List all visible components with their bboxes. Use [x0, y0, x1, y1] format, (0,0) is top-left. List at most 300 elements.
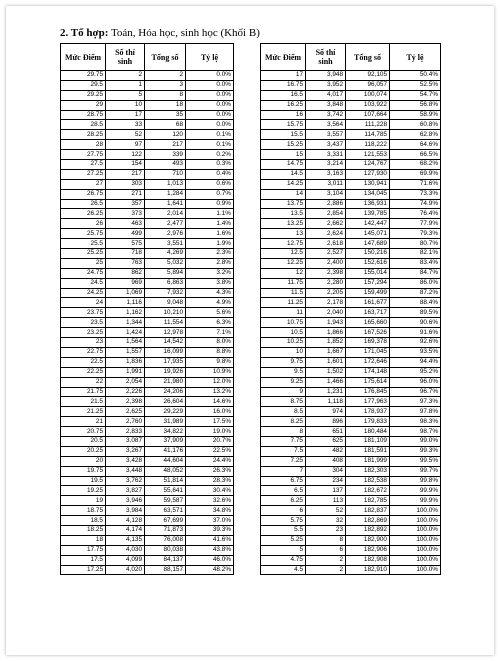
cell-ty-le: 4.9% [186, 298, 234, 308]
cell-tong-so: 172,646 [346, 357, 390, 367]
cell-tong-so: 127,930 [346, 169, 390, 179]
cell-so-thi-sinh: 357 [106, 199, 145, 209]
cell-muc-diem: 28.5 [61, 120, 106, 130]
cell-tong-so: 181,591 [346, 446, 390, 456]
cell-so-thi-sinh: 6 [306, 545, 346, 555]
cell-ty-le: 0.1% [186, 140, 234, 150]
cell-tong-so: 139,785 [346, 209, 390, 219]
cell-tong-so: 177,963 [346, 397, 390, 407]
cell-tong-so: 2,477 [145, 219, 186, 229]
cell-tong-so: 9,048 [145, 298, 186, 308]
table-row [61, 466, 234, 476]
cell-ty-le: 0.0% [186, 80, 234, 90]
cell-tong-so: 182,869 [346, 516, 390, 526]
cell-so-thi-sinh: 1,564 [106, 338, 145, 348]
cell-muc-diem: 14 [261, 189, 306, 199]
cell-tong-so: 48,052 [145, 466, 186, 476]
cell-so-thi-sinh: 1,866 [306, 328, 346, 338]
cell-muc-diem: 23.25 [61, 328, 106, 338]
cell-ty-le: 64.6% [390, 140, 441, 150]
cell-so-thi-sinh: 2,760 [106, 417, 145, 427]
cell-tong-so: 80,038 [145, 545, 186, 555]
cell-so-thi-sinh: 113 [306, 496, 346, 506]
cell-ty-le: 99.0% [390, 436, 441, 446]
header-ty-le: Tỷ lệ [186, 44, 234, 71]
table-row [61, 555, 234, 565]
cell-so-thi-sinh: 1,852 [306, 338, 346, 348]
cell-so-thi-sinh: 137 [306, 486, 346, 496]
cell-tong-so: 96,057 [346, 80, 390, 90]
cell-muc-diem: 29.5 [61, 80, 106, 90]
cell-so-thi-sinh: 3,564 [306, 120, 346, 130]
cell-ty-le: 100.0% [390, 516, 441, 526]
cell-tong-so: 16,099 [145, 347, 186, 357]
table-row [261, 160, 441, 170]
table-row [61, 179, 234, 189]
cell-tong-so: 159,499 [346, 288, 390, 298]
table-row [61, 436, 234, 446]
cell-tong-so: 182,906 [346, 545, 390, 555]
cell-so-thi-sinh: 1,118 [306, 397, 346, 407]
cell-tong-so: 167,526 [346, 328, 390, 338]
cell-ty-le: 3.8% [186, 278, 234, 288]
cell-ty-le: 100.0% [390, 545, 441, 555]
table-row [61, 249, 234, 259]
cell-muc-diem: 5 [261, 545, 306, 555]
cell-ty-le: 30.4% [186, 486, 234, 496]
cell-so-thi-sinh: 97 [106, 140, 145, 150]
table-row [61, 239, 234, 249]
cell-muc-diem: 17.75 [61, 545, 106, 555]
table-row [61, 219, 234, 229]
header-so-thi-sinh: Số thí sinh [106, 44, 145, 71]
cell-tong-so: 181,109 [346, 436, 390, 446]
table-row [261, 565, 441, 575]
cell-tong-so: 182,538 [346, 476, 390, 486]
cell-ty-le: 60.8% [390, 120, 441, 130]
cell-ty-le: 43.8% [186, 545, 234, 555]
cell-ty-le: 0.0% [186, 71, 234, 81]
cell-tong-so: 121,553 [346, 150, 390, 160]
cell-so-thi-sinh: 2,618 [306, 239, 346, 249]
cell-muc-diem: 25.5 [61, 239, 106, 249]
cell-muc-diem: 25 [61, 258, 106, 268]
cell-tong-so: 176,845 [346, 387, 390, 397]
table-row [61, 446, 234, 456]
table-row [61, 525, 234, 535]
table-row [261, 239, 441, 249]
cell-ty-le: 52.5% [390, 80, 441, 90]
cell-tong-so: 155,014 [346, 268, 390, 278]
cell-so-thi-sinh: 2,178 [306, 298, 346, 308]
table-row [61, 318, 234, 328]
table-row [261, 120, 441, 130]
cell-ty-le: 58.9% [390, 110, 441, 120]
cell-tong-so: 182,303 [346, 466, 390, 476]
cell-so-thi-sinh: 463 [106, 219, 145, 229]
cell-ty-le: 92.6% [390, 338, 441, 348]
table-row [261, 328, 441, 338]
cell-ty-le: 93.5% [390, 347, 441, 357]
table-row [61, 486, 234, 496]
cell-ty-le: 99.5% [390, 456, 441, 466]
table-row [261, 308, 441, 318]
cell-ty-le: 14.6% [186, 397, 234, 407]
table-row [261, 555, 441, 565]
cell-tong-so: 182,900 [346, 535, 390, 545]
table-row [261, 427, 441, 437]
table-row [61, 189, 234, 199]
cell-so-thi-sinh: 2,854 [306, 209, 346, 219]
cell-so-thi-sinh: 234 [306, 476, 346, 486]
cell-tong-so: 26,604 [145, 397, 186, 407]
cell-so-thi-sinh: 4,128 [106, 516, 145, 526]
cell-muc-diem: 21.25 [61, 407, 106, 417]
cell-so-thi-sinh: 625 [306, 436, 346, 446]
table-row [61, 377, 234, 387]
section-title [60, 27, 260, 39]
table-row [61, 565, 234, 575]
table-row [61, 347, 234, 357]
cell-so-thi-sinh: 4,135 [106, 535, 145, 545]
cell-so-thi-sinh: 3,762 [106, 476, 145, 486]
cell-muc-diem: 11 [261, 308, 306, 318]
table-row [261, 387, 441, 397]
cell-tong-so: 1,641 [145, 199, 186, 209]
cell-so-thi-sinh: 1,069 [106, 288, 145, 298]
cell-so-thi-sinh: 304 [306, 466, 346, 476]
table-row [261, 150, 441, 160]
cell-tong-so: 493 [145, 160, 186, 170]
cell-so-thi-sinh: 2,398 [106, 397, 145, 407]
table-row [261, 219, 441, 229]
cell-muc-diem: 13.25 [261, 219, 306, 229]
cell-ty-le: 0.0% [186, 100, 234, 110]
cell-ty-le: 99.9% [390, 486, 441, 496]
cell-so-thi-sinh: 2 [306, 555, 346, 565]
cell-ty-le: 28.3% [186, 476, 234, 486]
cell-ty-le: 17.5% [186, 417, 234, 427]
cell-muc-diem: 26.25 [61, 209, 106, 219]
cell-so-thi-sinh: 1,424 [106, 328, 145, 338]
cell-muc-diem: 16.75 [261, 80, 306, 90]
cell-tong-so: 17,935 [145, 357, 186, 367]
table-row [61, 258, 234, 268]
cell-so-thi-sinh: 2,398 [306, 268, 346, 278]
header-so-thi-sinh: Số thí sinh [306, 44, 346, 71]
cell-so-thi-sinh: 2,205 [306, 288, 346, 298]
cell-muc-diem: 13.75 [261, 199, 306, 209]
cell-muc-diem: 25.75 [61, 229, 106, 239]
table-row [61, 278, 234, 288]
cell-ty-le: 100.0% [390, 535, 441, 545]
table-row [61, 367, 234, 377]
cell-so-thi-sinh: 2 [306, 565, 346, 575]
cell-tong-so: 152,616 [346, 258, 390, 268]
cell-tong-so: 2,014 [145, 209, 186, 219]
cell-tong-so: 2,976 [145, 229, 186, 239]
table-body [261, 71, 441, 575]
table-row [61, 387, 234, 397]
cell-so-thi-sinh: 3,984 [106, 506, 145, 516]
cell-ty-le: 98.3% [390, 417, 441, 427]
cell-ty-le: 2.3% [186, 249, 234, 259]
cell-muc-diem: 8 [261, 427, 306, 437]
cell-tong-so: 150,216 [346, 249, 390, 259]
table-row [61, 476, 234, 486]
cell-muc-diem: 21.5 [61, 397, 106, 407]
cell-so-thi-sinh: 1,162 [106, 308, 145, 318]
table-row [261, 110, 441, 120]
cell-muc-diem: 11.5 [261, 288, 306, 298]
cell-muc-diem: 10.75 [261, 318, 306, 328]
cell-tong-so: 34,822 [145, 427, 186, 437]
cell-ty-le: 80.7% [390, 239, 441, 249]
table-row [61, 229, 234, 239]
cell-ty-le: 3.2% [186, 268, 234, 278]
cell-ty-le: 89.5% [390, 308, 441, 318]
cell-tong-so: 217 [145, 140, 186, 150]
cell-ty-le: 41.6% [186, 535, 234, 545]
cell-ty-le: 48.2% [186, 565, 234, 575]
cell-muc-diem: 7.75 [261, 436, 306, 446]
cell-muc-diem: 6.25 [261, 496, 306, 506]
cell-muc-diem: 25.25 [61, 249, 106, 259]
cell-ty-le: 13.2% [186, 387, 234, 397]
cell-ty-le: 96.0% [390, 377, 441, 387]
cell-muc-diem: 7 [261, 466, 306, 476]
cell-muc-diem: 18 [61, 535, 106, 545]
table-row [61, 328, 234, 338]
cell-so-thi-sinh: 2,400 [306, 258, 346, 268]
cell-so-thi-sinh: 2,625 [106, 407, 145, 417]
cell-ty-le: 99.8% [390, 476, 441, 486]
cell-tong-so: 6,863 [145, 278, 186, 288]
cell-muc-diem: 20.5 [61, 436, 106, 446]
cell-ty-le: 94.4% [390, 357, 441, 367]
cell-so-thi-sinh: 1,667 [306, 347, 346, 357]
cell-tong-so: 3,551 [145, 239, 186, 249]
table-row [261, 506, 441, 516]
cell-muc-diem: 6.5 [261, 486, 306, 496]
table-row [61, 496, 234, 506]
cell-ty-le: 83.4% [390, 258, 441, 268]
table-row [61, 456, 234, 466]
cell-so-thi-sinh: 23 [306, 525, 346, 535]
cell-muc-diem: 5.5 [261, 525, 306, 535]
table-row [261, 357, 441, 367]
cell-tong-so: 88,157 [145, 565, 186, 575]
cell-muc-diem: 9.5 [261, 367, 306, 377]
table-row [261, 496, 441, 506]
cell-so-thi-sinh: 1,116 [106, 298, 145, 308]
cell-tong-so: 10,210 [145, 308, 186, 318]
cell-muc-diem: 16 [261, 110, 306, 120]
cell-so-thi-sinh: 32 [306, 516, 346, 526]
cell-so-thi-sinh: 1,466 [306, 377, 346, 387]
cell-ty-le: 100.0% [390, 525, 441, 535]
cell-ty-le: 54.7% [390, 90, 441, 100]
cell-ty-le: 71.6% [390, 179, 441, 189]
cell-so-thi-sinh: 1,943 [306, 318, 346, 328]
cell-tong-so: 59,587 [145, 496, 186, 506]
cell-so-thi-sinh: 1,231 [306, 387, 346, 397]
cell-ty-le: 98.7% [390, 427, 441, 437]
cell-ty-le: 90.6% [390, 318, 441, 328]
cell-muc-diem: 10 [261, 347, 306, 357]
cell-tong-so: 145,071 [346, 229, 390, 239]
cell-tong-so: 1,284 [145, 189, 186, 199]
table-row [61, 209, 234, 219]
cell-ty-le: 99.3% [390, 446, 441, 456]
cell-muc-diem: 26 [61, 219, 106, 229]
cell-muc-diem: 28.25 [61, 130, 106, 140]
cell-ty-le: 0.2% [186, 150, 234, 160]
cell-tong-so: 31,989 [145, 417, 186, 427]
cell-so-thi-sinh: 33 [106, 120, 145, 130]
cell-tong-so: 76,008 [145, 535, 186, 545]
score-table-right [260, 43, 441, 575]
cell-ty-le: 32.6% [186, 496, 234, 506]
cell-tong-so: 4,269 [145, 249, 186, 259]
cell-so-thi-sinh: 763 [106, 258, 145, 268]
cell-ty-le: 1.4% [186, 219, 234, 229]
cell-so-thi-sinh: 17 [106, 110, 145, 120]
cell-muc-diem: 21 [61, 417, 106, 427]
cell-ty-le: 0.0% [186, 90, 234, 100]
table-row [61, 298, 234, 308]
table-row [261, 199, 441, 209]
cell-so-thi-sinh: 2 [106, 71, 145, 81]
table-row [261, 140, 441, 150]
cell-ty-le: 69.9% [390, 169, 441, 179]
cell-so-thi-sinh: 482 [306, 446, 346, 456]
table-row [261, 476, 441, 486]
cell-tong-so: 12,978 [145, 328, 186, 338]
cell-muc-diem: 14.5 [261, 169, 306, 179]
cell-ty-le: 0.3% [186, 160, 234, 170]
cell-tong-so: 37,909 [145, 436, 186, 446]
score-table-left [60, 43, 234, 575]
cell-so-thi-sinh: 2,624 [306, 229, 346, 239]
table-row [61, 150, 234, 160]
cell-tong-so: 182,908 [346, 555, 390, 565]
cell-tong-so: 142,447 [346, 219, 390, 229]
cell-so-thi-sinh: 499 [106, 229, 145, 239]
cell-muc-diem: 19.5 [61, 476, 106, 486]
cell-tong-so: 63,571 [145, 506, 186, 516]
table-row [261, 249, 441, 259]
cell-muc-diem: 27 [61, 179, 106, 189]
cell-ty-le: 10.9% [186, 367, 234, 377]
cell-ty-le: 26.3% [186, 466, 234, 476]
cell-tong-so: 21,980 [145, 377, 186, 387]
cell-ty-le: 8.0% [186, 338, 234, 348]
table-header [61, 44, 234, 71]
cell-ty-le: 0.1% [186, 130, 234, 140]
cell-so-thi-sinh: 2,662 [306, 219, 346, 229]
table-row [261, 367, 441, 377]
cell-ty-le: 86.0% [390, 278, 441, 288]
table-row [61, 397, 234, 407]
cell-so-thi-sinh: 4,020 [106, 565, 145, 575]
table-row [61, 506, 234, 516]
cell-so-thi-sinh: 3,163 [306, 169, 346, 179]
cell-ty-le: 0.4% [186, 169, 234, 179]
cell-so-thi-sinh: 2,280 [306, 278, 346, 288]
cell-muc-diem: 12.25 [261, 258, 306, 268]
table-row [261, 209, 441, 219]
table-header [261, 44, 441, 71]
cell-ty-le: 1.6% [186, 229, 234, 239]
table-row [261, 318, 441, 328]
cell-tong-so: 5,032 [145, 258, 186, 268]
cell-ty-le: 100.0% [390, 506, 441, 516]
cell-ty-le: 74.9% [390, 199, 441, 209]
cell-tong-so: 3 [145, 80, 186, 90]
cell-ty-le: 19.0% [186, 427, 234, 437]
cell-so-thi-sinh: 1,991 [106, 367, 145, 377]
cell-so-thi-sinh: 3,011 [306, 179, 346, 189]
cell-tong-so: 180,484 [346, 427, 390, 437]
cell-muc-diem: 15.75 [261, 120, 306, 130]
cell-tong-so: 2 [145, 71, 186, 81]
cell-so-thi-sinh: 2,886 [306, 199, 346, 209]
cell-muc-diem: 18.25 [61, 525, 106, 535]
cell-ty-le: 96.7% [390, 387, 441, 397]
cell-tong-so: 169,378 [346, 338, 390, 348]
cell-muc-diem: 8.75 [261, 397, 306, 407]
cell-so-thi-sinh: 2,226 [106, 387, 145, 397]
cell-muc-diem: 22.25 [61, 367, 106, 377]
cell-muc-diem: 17 [261, 71, 306, 81]
cell-muc-diem: 24.5 [61, 278, 106, 288]
cell-muc-diem: 16.5 [261, 90, 306, 100]
cell-ty-le: 5.6% [186, 308, 234, 318]
cell-muc-diem: 14.75 [261, 160, 306, 170]
cell-so-thi-sinh: 896 [306, 417, 346, 427]
table-row [261, 100, 441, 110]
table-row [61, 199, 234, 209]
cell-so-thi-sinh: 52 [106, 130, 145, 140]
cell-muc-diem: 9 [261, 387, 306, 397]
cell-so-thi-sinh: 862 [106, 268, 145, 278]
cell-tong-so: 92,105 [346, 71, 390, 81]
cell-ty-le: 79.3% [390, 229, 441, 239]
cell-muc-diem: 26.75 [61, 189, 106, 199]
cell-tong-so: 111,228 [346, 120, 390, 130]
table-row [61, 110, 234, 120]
cell-ty-le: 1.1% [186, 209, 234, 219]
cell-muc-diem: 22.5 [61, 357, 106, 367]
cell-tong-so: 179,833 [346, 417, 390, 427]
cell-muc-diem: 20 [61, 456, 106, 466]
table-row [261, 169, 441, 179]
cell-so-thi-sinh: 2,527 [306, 249, 346, 259]
cell-tong-so: 29,229 [145, 407, 186, 417]
cell-so-thi-sinh: 4,030 [106, 545, 145, 555]
table-row [61, 545, 234, 555]
cell-muc-diem: 15.5 [261, 130, 306, 140]
cell-ty-le: 0.0% [186, 110, 234, 120]
cell-muc-diem: 28.75 [61, 110, 106, 120]
table-row [261, 268, 441, 278]
cell-tong-so: 8 [145, 90, 186, 100]
cell-tong-so: 107,664 [346, 110, 390, 120]
cell-ty-le: 68.2% [390, 160, 441, 170]
cell-muc-diem: 24.75 [61, 268, 106, 278]
cell-so-thi-sinh: 575 [106, 239, 145, 249]
